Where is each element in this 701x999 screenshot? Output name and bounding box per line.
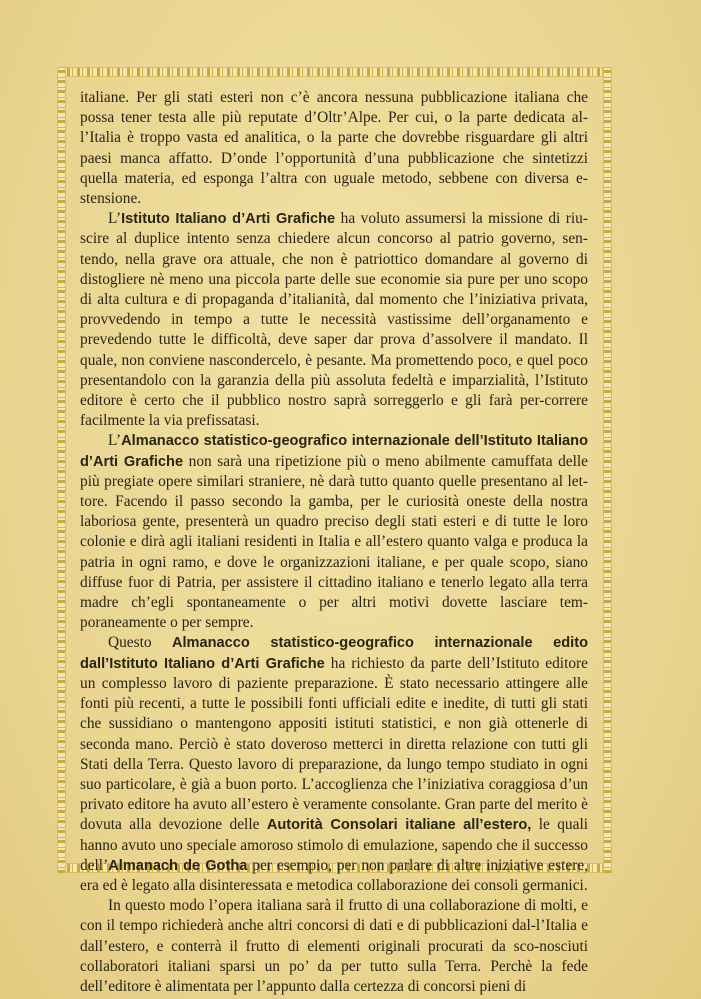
bold-text-run: Istituto Italiano d’Arti Grafiche xyxy=(121,211,336,228)
bold-text-run: Autorità Consolari italiane all’estero, xyxy=(266,817,532,834)
text-run: L’ xyxy=(108,432,122,450)
text-run: per esempio, per non parlare di altre iniziative estere, era ed è legato alla disinteressata e metodica collaborazione dei consoli germanici. xyxy=(80,856,588,894)
paragraph xyxy=(80,88,588,209)
paragraph xyxy=(80,633,588,896)
bold-text-run: Almanacco statistico-geografico internazionale edito dall’Istituto Italiano d’Arti Grafiche xyxy=(80,635,588,672)
paragraph xyxy=(80,431,588,633)
body-text xyxy=(80,88,588,997)
text-run: In questo modo l’opera italiana sarà il frutto di una collaborazione di molti, e con il tempo richiederà anche altri concorsi di dati e di pubblicazioni dal-l’Italia e dall’estero, e conterrà il frutto di elementi originali procurati da sco-nosciuti collaboratori italiani sparsi un po’ da per tutto sulla Terra. Perchè la fede dell’editore è alimentata per l’appunto dalla certezza di concorsi pieni di xyxy=(80,897,588,995)
text-run: ha voluto assumersi la missione di riu-scire al duplice intento senza chiedere alcun concorso al patrio governo, sen-tendo, nella grave ora attuale, che non è patriottico domandare al governo di distogliere nè meno una piccola parte delle sue economie sia pure per uno scopo di alta cultura e di propaganda d’italianità, dal momento che l’iniziativa privata, provvedendo in tempo a tutte le necessità vastissime dell’organamento e prevedendo tutte le difficoltà, deve saper dar prova d’assolvere il mandato. Il quale, non conviene nascondercelo, è pesante. Ma promettendo poco, e quel poco presentandolo con la garanzia della più assoluta fedeltà e imparzialità, l’Istituto editore è certo che il pubblico nostro saprà sorreggerlo e gli farà per-correre facilmente la via prefissatasi. xyxy=(80,210,588,430)
text-run: Questo xyxy=(108,634,172,652)
frame-border-right xyxy=(603,67,612,873)
bold-text-run: Almanach de Gotha xyxy=(108,857,248,874)
paragraph xyxy=(80,209,588,431)
frame-border-top xyxy=(57,67,612,77)
text-run: le quali hanno avuto uno speciale amoroso stimolo di emulazione, sapendo che il successo dell’ xyxy=(80,816,588,874)
frame-border-left xyxy=(57,67,66,873)
text-run: non sarà una ripetizione più o meno abilmente camuffata delle più pregiate opere similari straniere, nè darà tutto quanto quelle presentano al let-tore. Facendo il passo secondo la gamba, per le curiosità oneste della nostra laboriosa gente, presenterà un quadro preciso degli stati esteri e di tutte le loro colonie e dirà agli italiani residenti in Italia e all’estero quanto valga e produca la patria in ogni ramo, e dove le organizzazioni italiane, e per quale scopo, siano diffuse fuor di Patria, per assistere il cittadino italiano e tenerlo legato alla terra madre ch’egli spontaneamente o per altri motivi dovette lasciare tem-poraneamente o per sempre. xyxy=(80,452,588,632)
paragraph xyxy=(80,896,588,997)
text-run: L’ xyxy=(108,210,122,228)
bold-text-run: Almanacco statistico-geografico internazionale dell’Istituto Italiano d’Arti Grafiche xyxy=(80,433,588,470)
text-run: ha richiesto da parte dell’Istituto editore un complesso lavoro di paziente preparazione. È stato necessario attingere alle fonti più recenti, a tutte le possibili fonti ufficiali edite e inedite, di tutti gli stati che sussidiano o mantengono appositi istituti statistici, e non già ottenerle di seconda mano. Perciò è stato doveroso metterci in diretta relazione con tutti gli Stati della Terra. Questo lavoro di preparazione, da lungo tempo studiato in ogni suo particolare, è già a buon porto. L’accoglienza che l’iniziativa coraggiosa d’un privato editore ha avuto all’estero è veramente consolante. Gran parte del merito è dovuta alla devozione delle xyxy=(80,654,588,834)
text-run: italiane. Per gli stati esteri non c’è ancora nessuna pubblicazione italiana che possa tener testa alle più reputate d’Oltr’Alpe. Per cui, o la parte dedicata al-l’Italia è troppo vasta ed analitica, o la parte che dovrebbe risguardare gli altri paesi manca affatto. D’onde l’opportunità d’una pubblicazione che sintetizzi quella materia, ed esponga l’altra con uguale metodo, sebbene con diversa e-stensione. xyxy=(80,89,588,208)
